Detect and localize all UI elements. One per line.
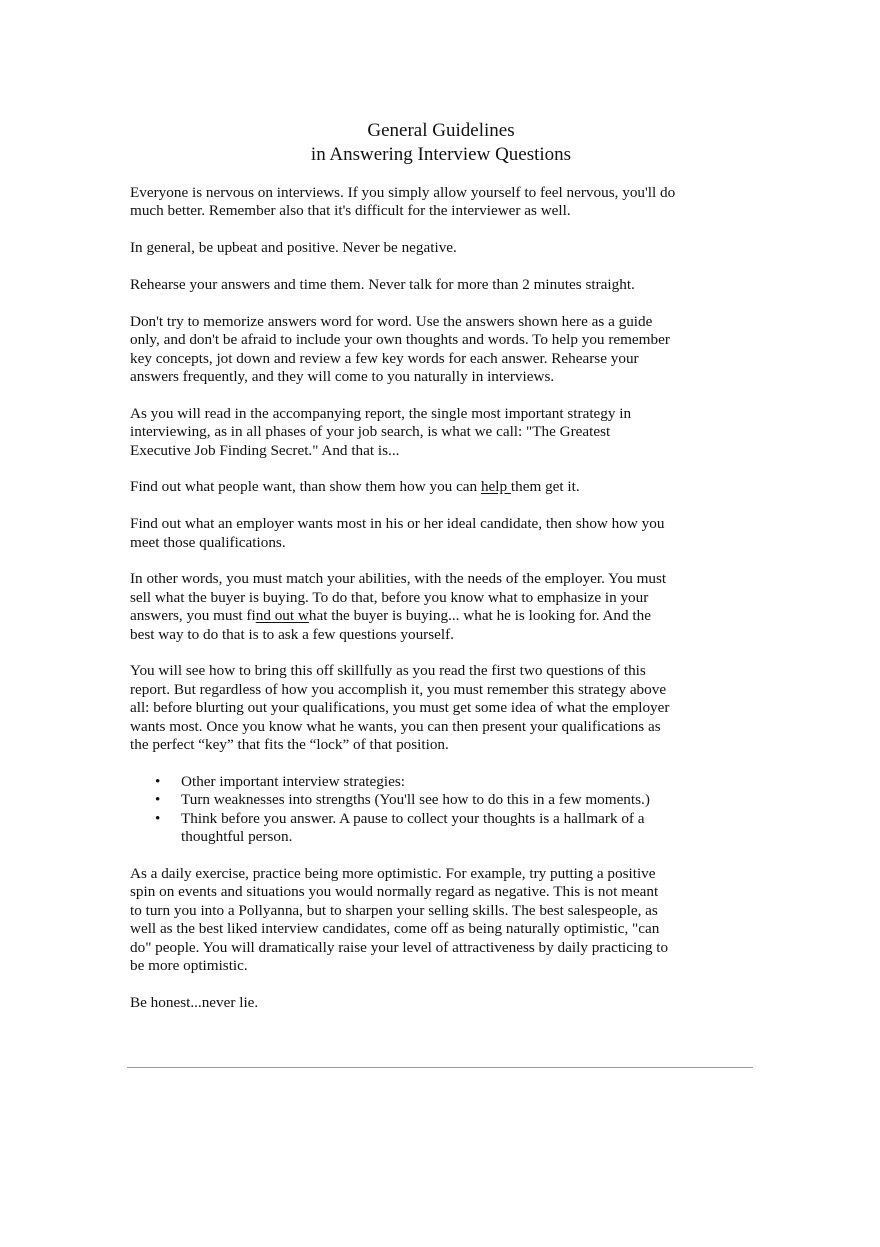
paragraph-line: well as the best liked interview candidates, come off as being naturally optimistic, "can: [130, 920, 660, 938]
paragraph-line: wants most. Once you know what he wants, you can then present your qualifications as: [130, 717, 661, 735]
document-subtitle: in Answering Interview Questions: [310, 144, 572, 165]
paragraph-line: sell what the buyer is buying. To do that, before you know what to emphasize in your: [130, 588, 649, 606]
paragraph-line: interviewing, as in all phases of your job search, is what we call: "The Greatest: [130, 423, 611, 441]
document-title: General Guidelines: [367, 120, 515, 141]
list-item-text: Other important interview strategies:: [181, 772, 405, 790]
paragraph-line: As you will read in the accompanying report, the single most important strategy in: [130, 404, 632, 422]
paragraph-memorize: [130, 313, 710, 387]
paragraph-line: do" people. You will dramatically raise your level of attractiveness by daily practicing to: [130, 938, 669, 956]
paragraph-line: Everyone is nervous on interviews. If you simply allow yourself to feel nervous, you'll do: [130, 184, 676, 201]
list-item-text: thoughtful person.: [181, 828, 293, 846]
bullet-marker: •: [155, 809, 161, 827]
bullet-marker: •: [155, 772, 161, 790]
paragraph-match: [130, 570, 710, 644]
bullet-marker: •: [155, 791, 161, 809]
paragraph-strategy: [130, 405, 710, 460]
paragraph-line: only, and don't be afraid to include your own thoughts and words. To help you remember: [130, 331, 670, 349]
paragraph-line: report. But regardless of how you accomplish it, you must remember this strategy above: [130, 680, 667, 698]
paragraph-secret: [130, 478, 710, 496]
list-item-text: Turn weaknesses into strengths (You'll see how to do this in a few moments.): [181, 791, 650, 809]
paragraph-line: Find out what an employer wants most in his or her ideal candidate, then show how you: [130, 515, 665, 533]
paragraph-upbeat: [130, 239, 710, 257]
paragraph-line: answers frequently, and they will come to you naturally in interviews.: [130, 368, 555, 386]
paragraph-line: best way to do that is to ask a few questions yourself.: [130, 625, 454, 643]
paragraph-line: be more optimistic.: [130, 956, 248, 974]
strategy-bullet-list: [130, 773, 710, 847]
document-body: [130, 184, 710, 1031]
paragraph-line: Executive Job Finding Secret." And that is...: [130, 441, 400, 459]
paragraph-key-lock: [130, 662, 710, 754]
list-item: [130, 791, 710, 809]
paragraph-line: [130, 607, 710, 625]
list-item: [130, 810, 710, 847]
paragraph-optimistic: [130, 865, 710, 975]
paragraph-line: In general, be upbeat and positive. Never be negative.: [130, 239, 457, 257]
paragraph-line: Be honest...never lie.: [130, 993, 259, 1011]
paragraph-line: As a daily exercise, practice being more optimistic. For example, try putting a positive: [130, 864, 656, 882]
paragraph-employer: [130, 515, 710, 552]
paragraph-nervous: [130, 184, 710, 221]
footer-divider: [127, 1067, 753, 1068]
paragraph-line: [130, 478, 710, 496]
text-run: them get it.: [510, 478, 580, 496]
paragraph-line: to turn you into a Pollyanna, but to sharpen your selling skills. The best salespeople, as: [130, 901, 658, 919]
list-item-text: Think before you answer. A pause to collect your thoughts is a hallmark of a: [181, 809, 645, 827]
paragraph-line: Don't try to memorize answers word for word. Use the answers shown here as a guide: [130, 312, 653, 330]
paragraph-line: key concepts, jot down and review a few key words for each answer. Rehearse your: [130, 349, 639, 367]
underlined-text: help: [480, 478, 511, 496]
underlined-text: nd out w: [255, 607, 309, 625]
paragraph-line: meet those qualifications.: [130, 533, 286, 551]
paragraph-line: the perfect “key” that fits the “lock” of that position.: [130, 736, 449, 754]
text-run: hat the buyer is buying... what he is looking for. And the: [308, 607, 651, 625]
paragraph-line: In other words, you must match your abilities, with the needs of the employer. You must: [130, 570, 667, 588]
list-item: [130, 773, 710, 791]
paragraph-line: all: before blurting out your qualifications, you must get some idea of what the employer: [130, 699, 670, 717]
paragraph-rehearse: [130, 276, 710, 294]
paragraph-line: much better. Remember also that it's difficult for the interviewer as well.: [130, 202, 571, 220]
paragraph-line: spin on events and situations you would normally regard as negative. This is not meant: [130, 883, 659, 901]
paragraph-line: Rehearse your answers and time them. Never talk for more than 2 minutes straight.: [130, 276, 635, 293]
paragraph-honest: [130, 994, 710, 1012]
document-title-block: [0, 119, 880, 167]
text-run: answers, you must fi: [130, 607, 256, 625]
text-run: Find out what people want, than show them how you can: [130, 478, 481, 496]
paragraph-line: You will see how to bring this off skillfully as you read the first two questions of this: [130, 662, 646, 680]
